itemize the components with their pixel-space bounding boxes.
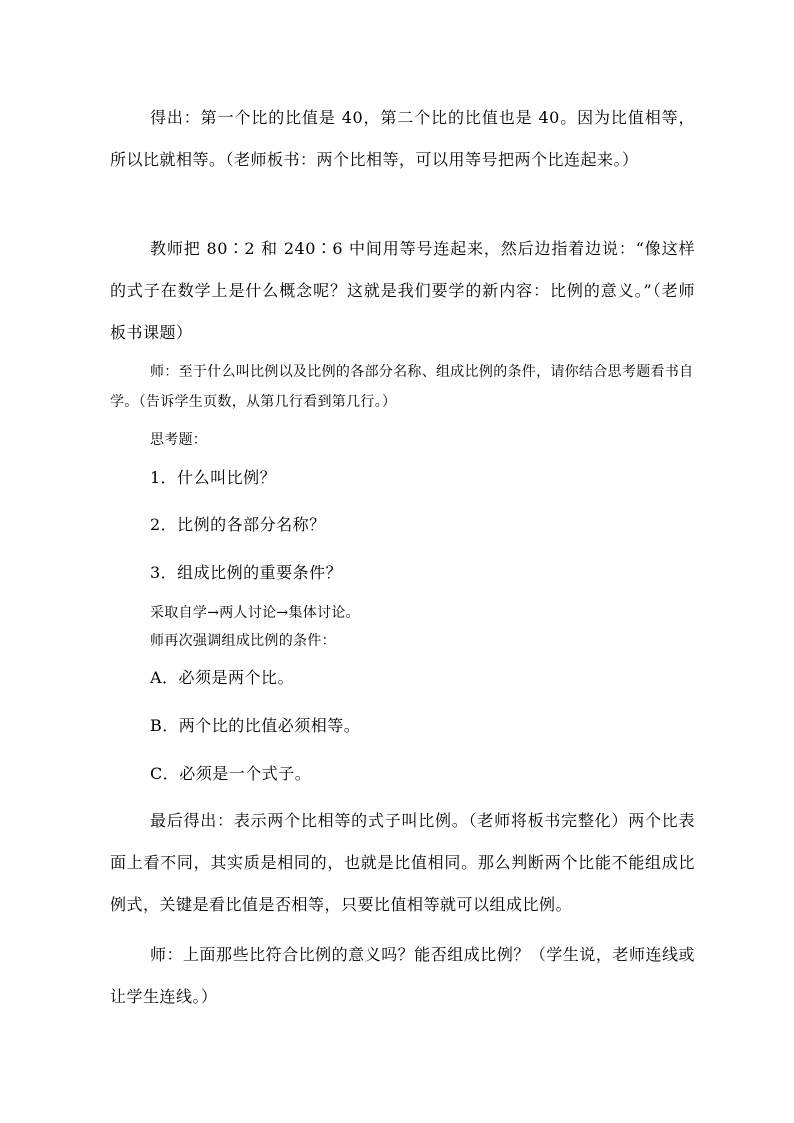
paragraph-definition	[110, 800, 695, 926]
question-1-text: 1．什么叫比例？	[150, 468, 277, 487]
paragraph-text: 师：至于什么叫比例以及比例的各部分名称、组成比例的条件，请你结合思考题看书自学。（告诉学生页数，从第几行看到第几行。）	[110, 364, 694, 410]
paragraph-text: 最后得出：表示两个比相等的式子叫比例。（老师将板书完整化）两个比表面上看不同，其实质是相同的，也就是比值相同。那么判断两个比能不能组成比例式，关键是看比值是否相等，只要比值相等就可以组成比例。	[110, 811, 695, 914]
question-3	[110, 563, 695, 583]
condition-a-text: A．必须是两个比。	[150, 668, 295, 687]
condition-b-text: B．两个比的比值必须相等。	[150, 716, 361, 735]
condition-c-text: C．必须是一个式子。	[150, 764, 312, 783]
paragraph-teacher-question	[110, 934, 695, 1018]
emphasis-line	[110, 631, 695, 651]
paragraph-conclusion-ratio-values	[110, 97, 695, 181]
process-text: 采取自学→两人讨论→集体讨论。	[150, 605, 360, 621]
question-2-text: 2．比例的各部分名称？	[150, 515, 326, 534]
condition-c	[110, 764, 695, 784]
condition-b	[110, 716, 695, 736]
think-title	[110, 430, 695, 450]
question-2	[110, 515, 695, 535]
process-line	[110, 603, 695, 623]
paragraph-teacher-connects	[110, 228, 695, 354]
think-title-text: 思考题：	[150, 432, 208, 448]
condition-a	[110, 668, 695, 688]
paragraph-text: 教师把 80∶2 和 240∶6 中间用等号连起来，然后边指着边说：“像这样的式子在数学上是什么概念呢？这就是我们要学的新内容：比例的意义。”（老师板书课题）	[110, 239, 695, 342]
paragraph-text: 得出：第一个比的比值是 40，第二个比的比值也是 40。因为比值相等，所以比就相等。（老师板书：两个比相等，可以用等号把两个比连起来。）	[110, 108, 695, 169]
paragraph-self-study	[110, 357, 695, 417]
question-1	[110, 468, 695, 488]
paragraph-text: 师：上面那些比符合比例的意义吗？能否组成比例？（学生说，老师连线或让学生连线。）	[110, 945, 695, 1006]
emphasis-text: 师再次强调组成比例的条件：	[150, 633, 336, 649]
question-3-text: 3．组成比例的重要条件？	[150, 563, 343, 582]
